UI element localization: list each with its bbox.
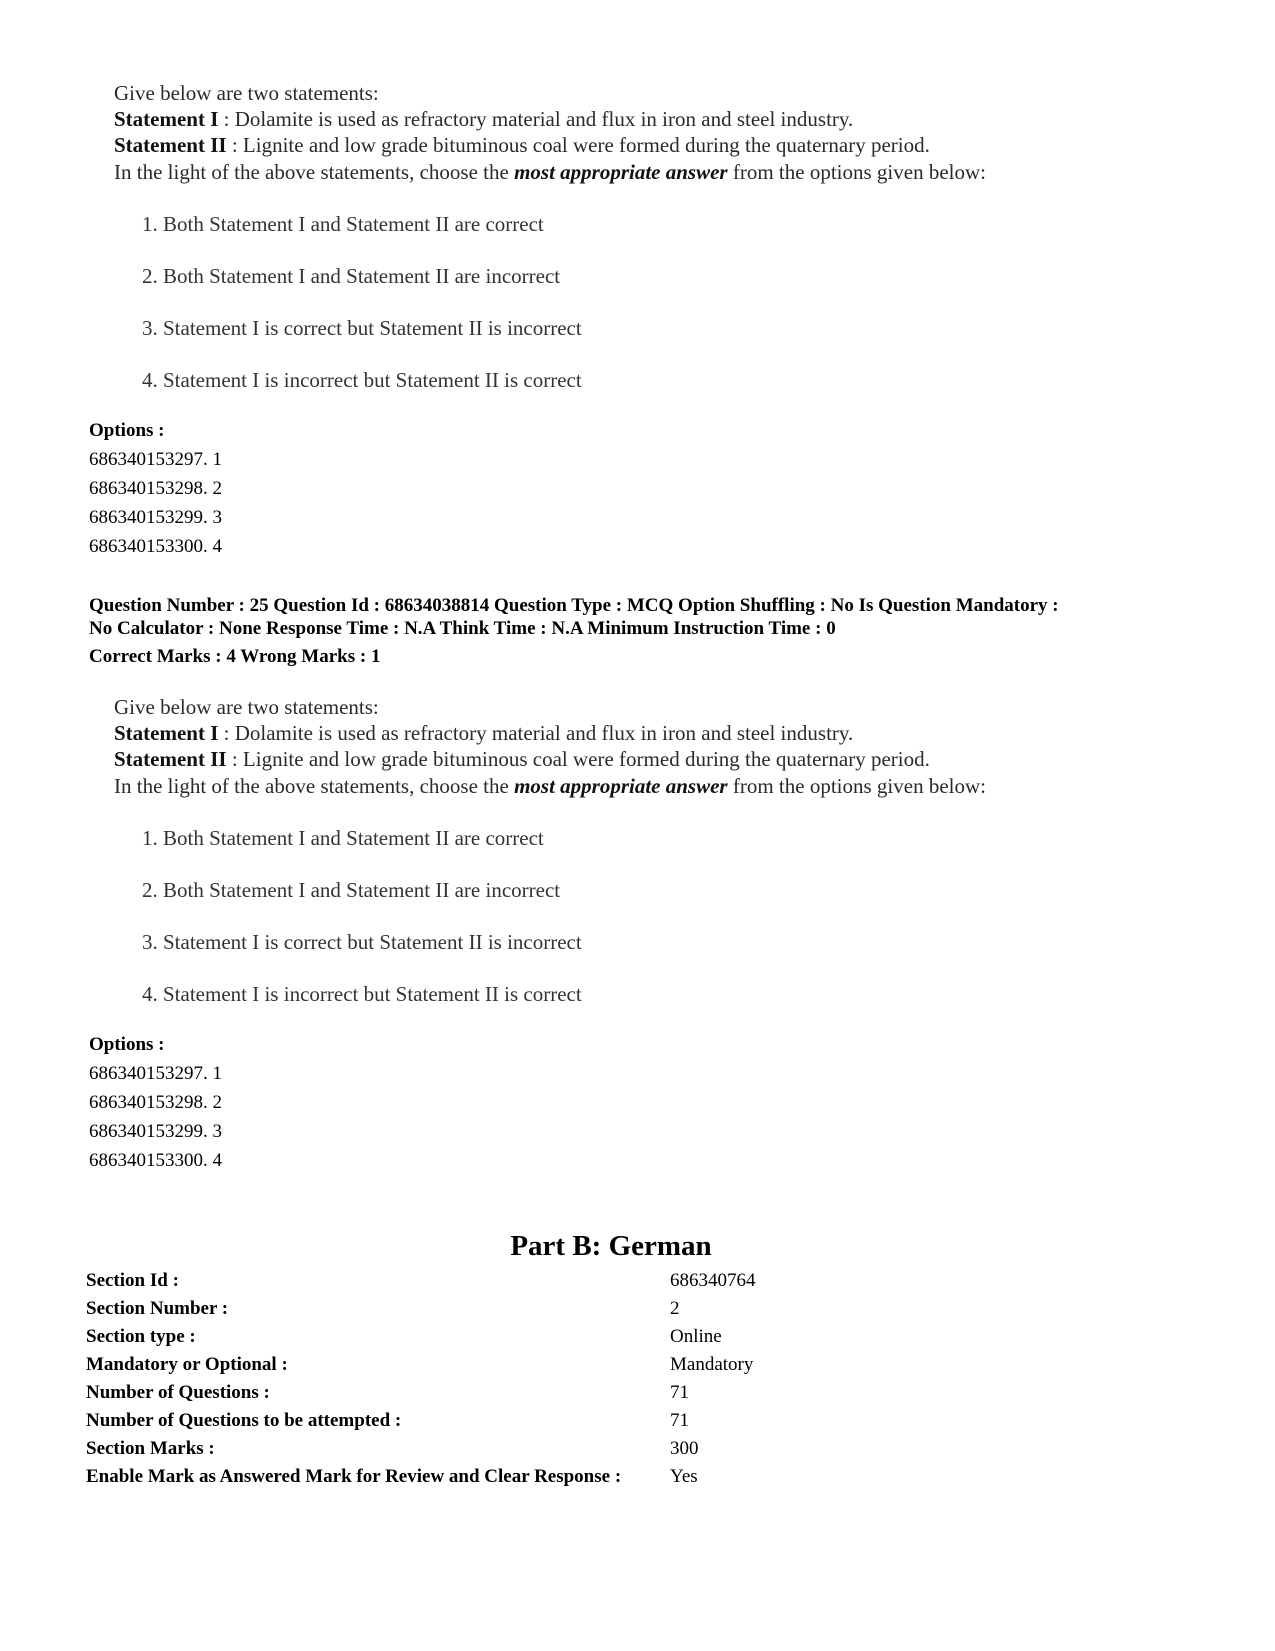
- section-type-label: Section type :: [86, 1326, 196, 1347]
- instruction-text: In the light of the above statements, choose the: [114, 160, 515, 184]
- option-item: 686340153297. 1: [89, 1063, 222, 1084]
- section-marks-value: 300: [670, 1438, 699, 1459]
- statement-2: [114, 746, 930, 773]
- questions-to-attempt-label: Number of Questions to be attempted :: [86, 1410, 402, 1431]
- options-heading: Options :: [89, 420, 165, 441]
- question-meta-line-2: No Calculator : None Response Time : N.A Think Time : N.A Minimum Instruction Time : 0: [89, 618, 836, 639]
- question-marks: Correct Marks : 4 Wrong Marks : 1: [89, 646, 381, 667]
- option-item: 686340153299. 3: [89, 1121, 222, 1142]
- question-intro: Give below are two statements:: [114, 81, 379, 105]
- instruction-line: [114, 773, 986, 800]
- statement-1: [114, 106, 853, 133]
- section-type-value: Online: [670, 1326, 722, 1347]
- number-of-questions-label: Number of Questions :: [86, 1382, 270, 1403]
- section-marks-label: Section Marks :: [86, 1438, 215, 1459]
- statement-1: [114, 720, 853, 747]
- mandatory-optional-label: Mandatory or Optional :: [86, 1354, 288, 1375]
- section-title: Part B: German: [510, 1230, 712, 1262]
- options-list-2: [89, 1030, 222, 1175]
- instruction-text-end: from the options given below:: [727, 774, 986, 798]
- instruction-text: In the light of the above statements, choose the: [114, 774, 515, 798]
- option-item: 686340153300. 4: [89, 536, 222, 557]
- enable-mark-label: Enable Mark as Answered Mark for Review and Clear Response :: [86, 1466, 622, 1487]
- statement-2-label: Statement II: [114, 747, 227, 771]
- statement-2-label: Statement II: [114, 133, 227, 157]
- choice-2: 2. Both Statement I and Statement II are incorrect: [142, 264, 561, 288]
- statement-2: [114, 132, 930, 159]
- instruction-emphasis: most appropriate answer: [514, 774, 728, 798]
- mandatory-optional-value: Mandatory: [670, 1354, 754, 1375]
- option-item: 686340153298. 2: [89, 478, 222, 499]
- options-heading: Options :: [89, 1034, 165, 1055]
- instruction-text-end: from the options given below:: [727, 160, 986, 184]
- instruction-emphasis: most appropriate answer: [514, 160, 728, 184]
- choice-1: 1. Both Statement I and Statement II are correct: [142, 212, 544, 236]
- question-intro: Give below are two statements:: [114, 695, 379, 719]
- choice-3: 3. Statement I is correct but Statement II is incorrect: [142, 930, 582, 954]
- statement-1-text: : Dolamite is used as refractory material and flux in iron and steel industry.: [218, 721, 854, 745]
- statement-2-text: : Lignite and low grade bituminous coal were formed during the quaternary period.: [226, 747, 930, 771]
- section-id-value: 686340764: [670, 1270, 756, 1291]
- questions-to-attempt-value: 71: [670, 1410, 689, 1431]
- options-list-1: [89, 416, 222, 561]
- question-meta-line-1: Question Number : 25 Question Id : 68634038814 Question Type : MCQ Option Shuffling : No Is Question Mandatory :: [89, 595, 1059, 616]
- enable-mark-value: Yes: [670, 1466, 698, 1487]
- choice-1: 1. Both Statement I and Statement II are correct: [142, 826, 544, 850]
- choice-4: 4. Statement I is incorrect but Statement II is correct: [142, 368, 582, 392]
- section-number-label: Section Number :: [86, 1298, 229, 1319]
- statement-1-label: Statement I: [114, 107, 219, 131]
- instruction-line: [114, 159, 986, 186]
- option-item: 686340153298. 2: [89, 1092, 222, 1113]
- number-of-questions-value: 71: [670, 1382, 689, 1403]
- choice-2: 2. Both Statement I and Statement II are incorrect: [142, 878, 561, 902]
- section-id-label: Section Id :: [86, 1270, 179, 1291]
- choice-4: 4. Statement I is incorrect but Statement II is correct: [142, 982, 582, 1006]
- option-item: 686340153300. 4: [89, 1150, 222, 1171]
- section-number-value: 2: [670, 1298, 680, 1319]
- statement-2-text: : Lignite and low grade bituminous coal were formed during the quaternary period.: [226, 133, 930, 157]
- statement-1-text: : Dolamite is used as refractory material and flux in iron and steel industry.: [218, 107, 854, 131]
- option-item: 686340153297. 1: [89, 449, 222, 470]
- statement-1-label: Statement I: [114, 721, 219, 745]
- choice-3: 3. Statement I is correct but Statement II is incorrect: [142, 316, 582, 340]
- option-item: 686340153299. 3: [89, 507, 222, 528]
